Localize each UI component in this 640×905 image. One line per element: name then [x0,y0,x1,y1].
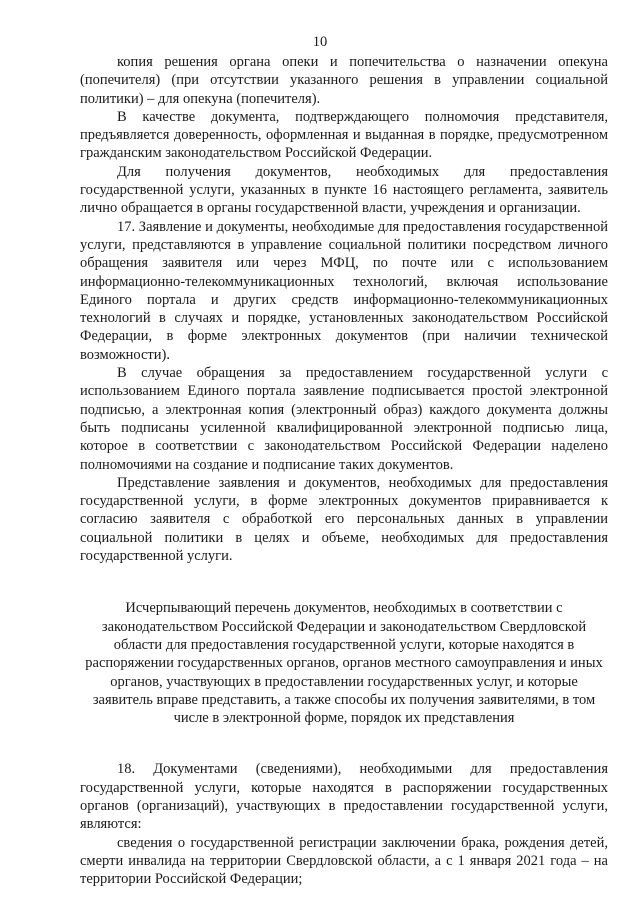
page-number: 10 [312,34,328,50]
section-heading: Исчерпывающий перечень документов, необходимых в соответствии с законодательством Российской Федерации и законодательством Свердловской области для предоставления государственной услуги, которые находятся в распоряжении государственных органов, органов местного самоуправления и иных органов, участвующих в предоставлении государственных услуг, и которые заявитель вправе представить, а также способы их получения заявителями, в том числе в электронной форме, порядок их представления [85,600,603,727]
paragraph-electronic-signature: В случае обращения за предоставлением государственной услуги с использованием Единого портала заявление подписывается простой электронной подписью, а электронная копия (электронный образ) каждого документа должны быть подписаны усиленной квалифицированной электронной подписью лица, которое в соответствии с законодательством Российской Федерации наделено полномочиями на создание и подписание таких документов. [80,365,608,473]
paragraph-personal-data-consent: Представление заявления и документов, необходимых для предоставления государственной услуги, в форме электронных документов приравнивается к согласию заявителя с обработкой его персональных данных в управлении социальной политики в целях и объеме, необходимых для предоставления государственной услуги. [80,474,608,565]
paragraph-guardian-decision: копия решения органа опеки и попечительства о назначении опекуна (попечителя) (при отсутствии указанного решения в управлении социальной политики) – для опекуна (попечителя). [80,54,608,107]
document-body [80,53,608,888]
paragraph-state-registration: сведения о государственной регистрации заключении брака, рождения детей, смерти инвалида на территории Свердловской области, а с 1 января 2021 года – на территории Российской Федерации; [80,834,608,888]
paragraph-17-submission: 17. Заявление и документы, необходимые для предоставления государственной услуги, представляются в управление социальной политики посредством личного обращения заявителя или через МФЦ, по почте или с использованием информационно-телекоммуникационных технологий, включая использование Единого портала и других средств информационно-телекоммуникационных технологий в случаях и порядке, установленных законодательством Российской Федерации, в форме электронных документов (при наличии технической возможности). [80,218,608,363]
paragraph-obtaining-documents: Для получения документов, необходимых для предоставления государственной услуги, указанных в пункте 16 настоящего регламента, заявитель лично обращается в органы государственной власти, учреждения и организации. [80,163,608,217]
paragraph-18-documents: 18. Документами (сведениями), необходимыми для предоставления государственной услуги, которые находятся в распоряжении государственных органов (организаций), участвующих в предоставлении государственной услуги, являются: [80,761,608,833]
paragraph-representative-authority: В качестве документа, подтверждающего полномочия представителя, предъявляется доверенность, оформленная и выданная в порядке, предусмотренном гражданским законодательством Российской Федерации. [80,108,608,162]
